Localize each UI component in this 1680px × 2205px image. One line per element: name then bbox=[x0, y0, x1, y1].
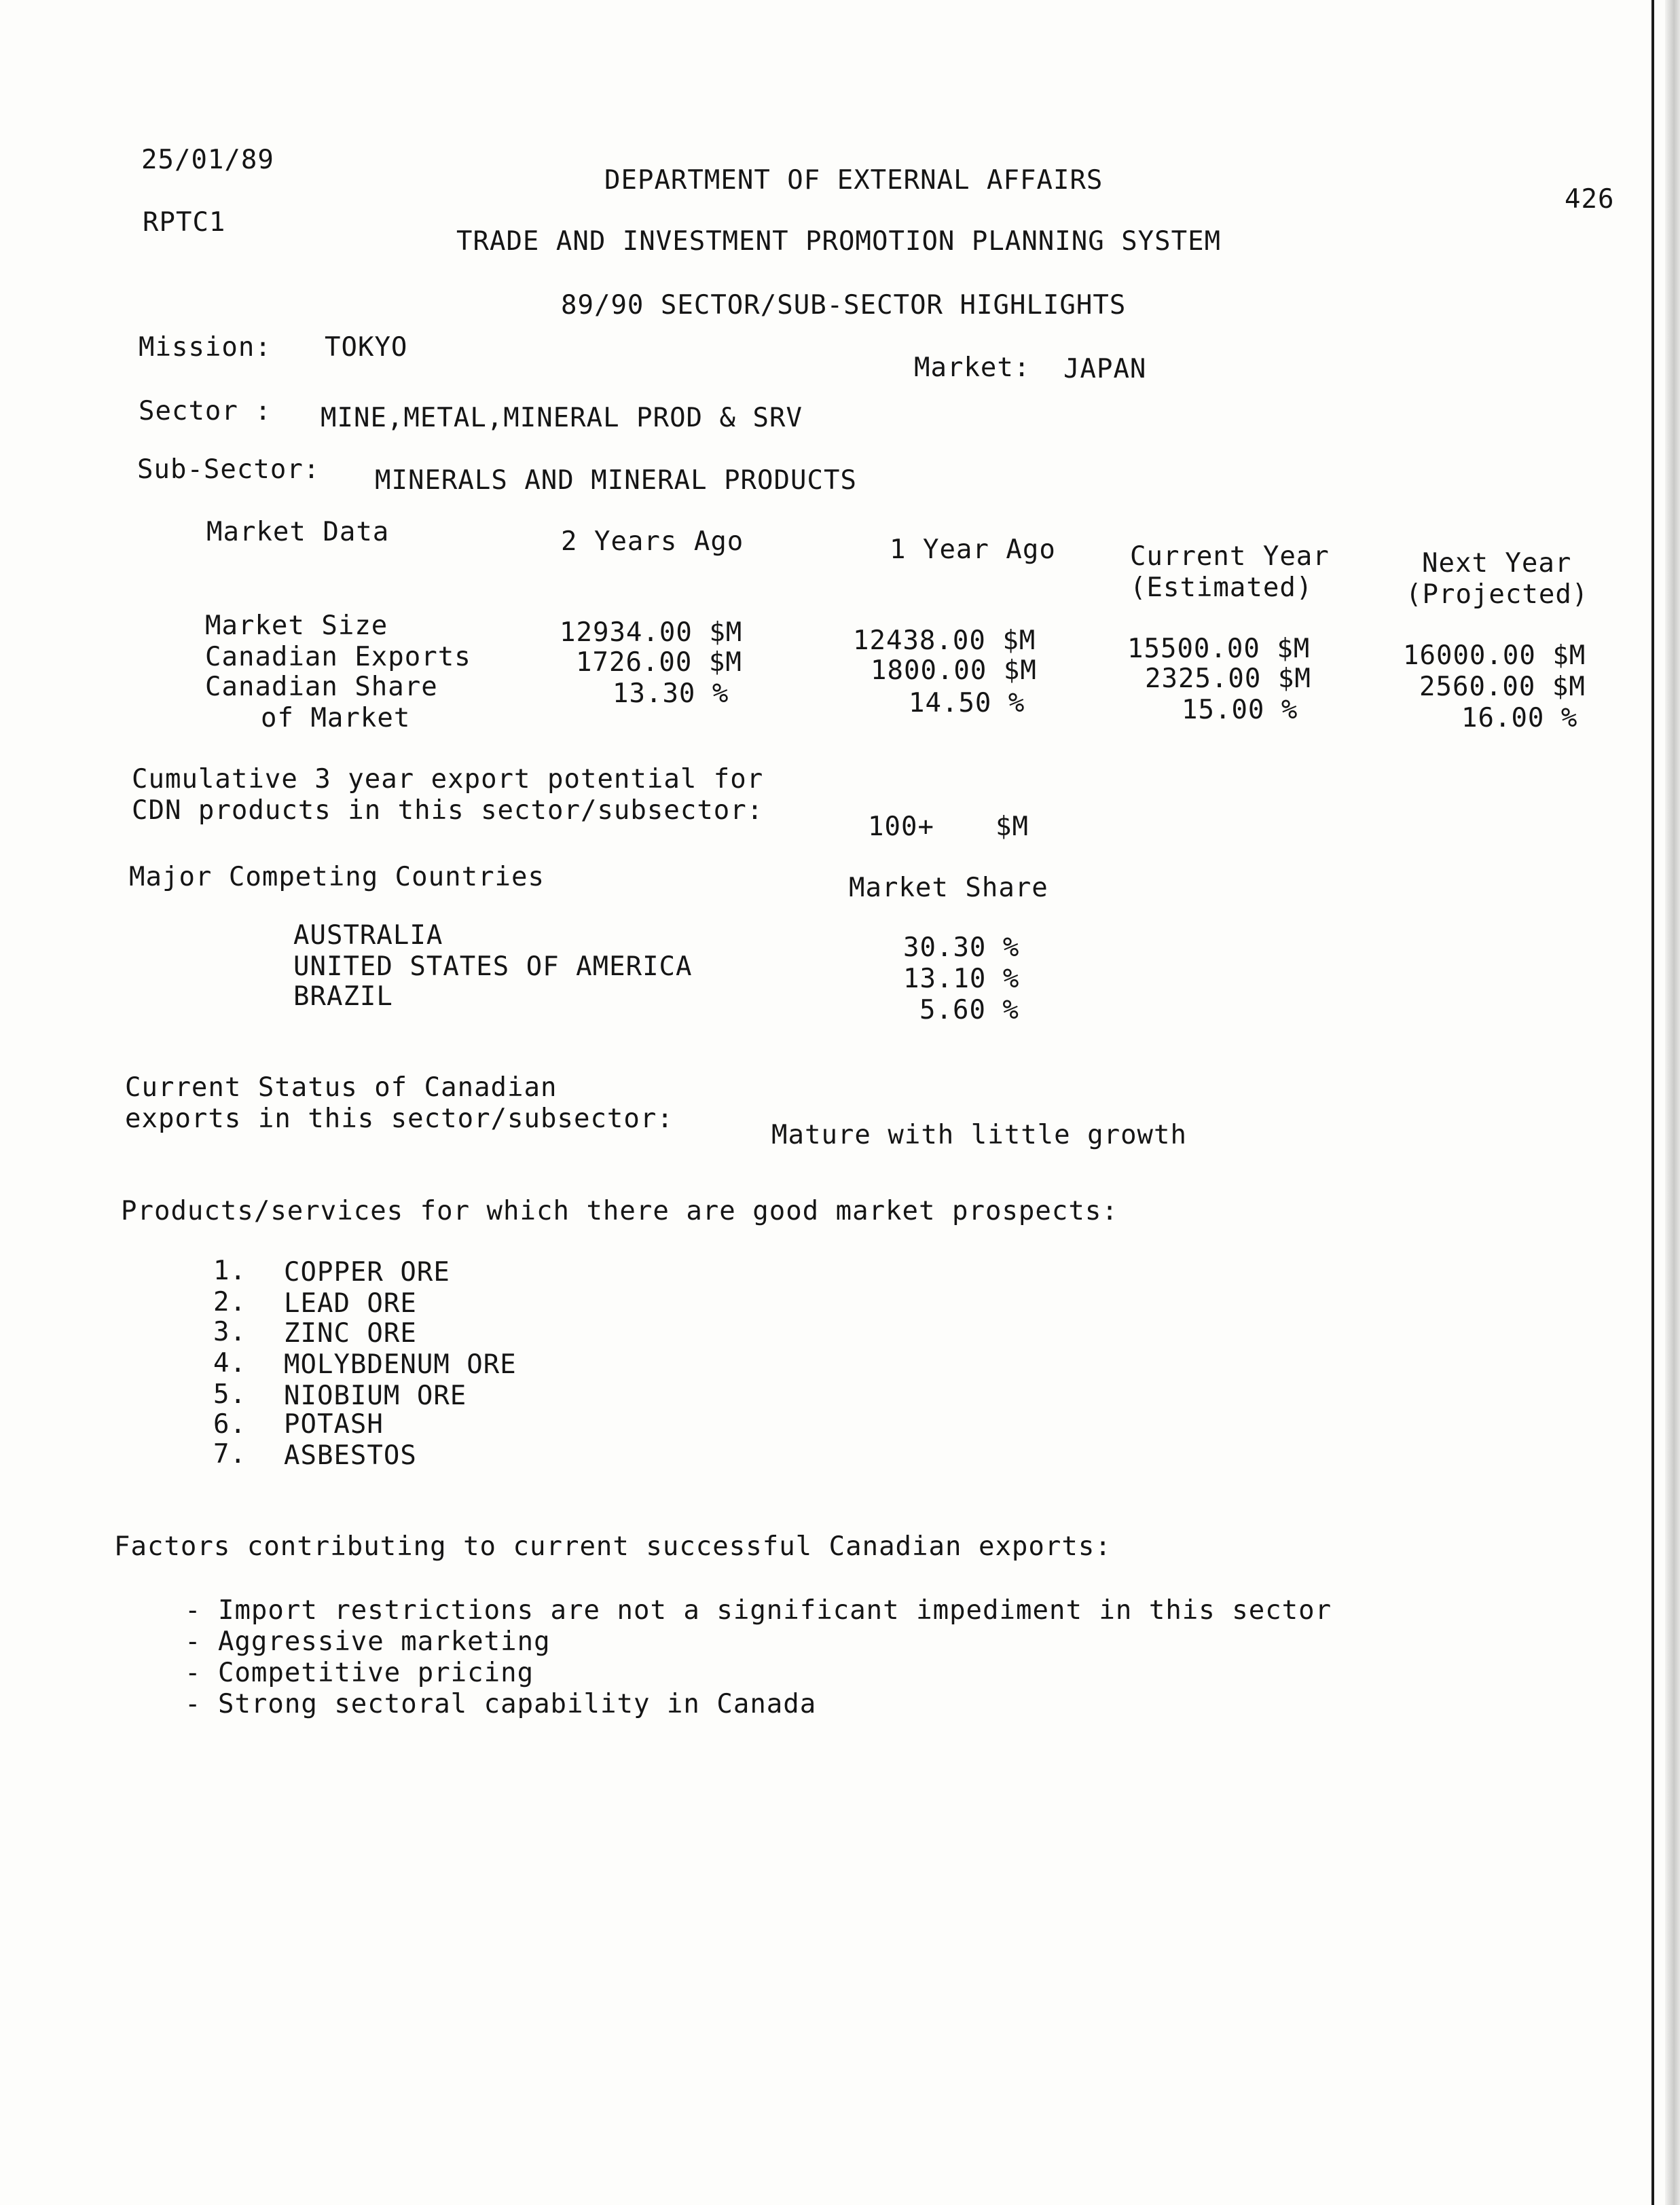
competitor-share: 5.60 % bbox=[919, 995, 1019, 1025]
product-name: POTASH bbox=[284, 1409, 384, 1440]
competitors-heading: Major Competing Countries bbox=[129, 862, 545, 892]
sector-label: Sector : bbox=[139, 396, 272, 426]
product-number: 5. bbox=[213, 1379, 246, 1410]
row-label-of-market: of Market bbox=[261, 703, 411, 733]
product-number: 3. bbox=[213, 1317, 246, 1347]
product-number: 2. bbox=[213, 1287, 246, 1317]
page-number: 426 bbox=[1565, 184, 1615, 215]
report-code: RPTC1 bbox=[143, 207, 226, 238]
factor-item: - Competitive pricing bbox=[185, 1658, 534, 1688]
column-2-years-ago: 2 Years Ago bbox=[561, 526, 744, 557]
cell-market-size-1y: 12438.00 $M bbox=[853, 625, 1036, 656]
row-label-market-size: Market Size bbox=[205, 611, 388, 641]
market-label: Market: bbox=[914, 352, 1031, 383]
mission-label: Mission: bbox=[139, 332, 272, 363]
cell-market-size-current: 15500.00 $M bbox=[1127, 634, 1311, 664]
product-name: NIOBIUM ORE bbox=[284, 1381, 467, 1411]
factor-item: - Import restrictions are not a significant impediment in this sector bbox=[185, 1595, 1332, 1626]
potential-unit: $M bbox=[996, 812, 1029, 842]
competitor-country: BRAZIL bbox=[293, 981, 393, 1012]
product-number: 6. bbox=[213, 1409, 246, 1440]
potential-line-1: Cumulative 3 year export potential for bbox=[132, 764, 764, 795]
column-next-projected: (Projected) bbox=[1406, 579, 1589, 610]
mission-value: TOKYO bbox=[325, 332, 408, 363]
column-current-estimated: (Estimated) bbox=[1130, 572, 1313, 603]
products-heading: Products/services for which there are good market prospects: bbox=[121, 1196, 1118, 1226]
cell-share-2y: 13.30 % bbox=[613, 678, 729, 709]
market-value: JAPAN bbox=[1063, 354, 1147, 384]
cell-market-size-2y: 12934.00 $M bbox=[560, 617, 743, 648]
row-label-canadian-share: Canadian Share bbox=[205, 672, 438, 702]
cell-share-1y: 14.50 % bbox=[909, 688, 1025, 718]
competitor-share: 30.30 % bbox=[903, 932, 1020, 963]
potential-value: 100+ bbox=[868, 812, 934, 842]
cell-share-current: 15.00 % bbox=[1182, 695, 1298, 725]
factor-item: - Strong sectoral capability in Canada bbox=[185, 1689, 817, 1719]
status-line-2: exports in this sector/subsector: bbox=[125, 1104, 674, 1134]
cell-exports-1y: 1800.00 $M bbox=[871, 655, 1037, 686]
competitor-country: UNITED STATES OF AMERICA bbox=[293, 951, 693, 982]
cell-market-size-next: 16000.00 $M bbox=[1403, 640, 1586, 671]
status-value: Mature with little growth bbox=[771, 1120, 1187, 1150]
status-line-1: Current Status of Canadian bbox=[125, 1072, 558, 1103]
report-date: 25/01/89 bbox=[141, 145, 274, 175]
product-number: 4. bbox=[213, 1348, 246, 1379]
product-name: MOLYBDENUM ORE bbox=[284, 1349, 517, 1380]
system-title: TRADE AND INVESTMENT PROMOTION PLANNING SYSTEM bbox=[456, 226, 1222, 257]
competitor-share: 13.10 % bbox=[903, 964, 1020, 994]
row-label-canadian-exports: Canadian Exports bbox=[205, 642, 471, 672]
factor-item: - Aggressive marketing bbox=[185, 1626, 551, 1657]
product-name: LEAD ORE bbox=[284, 1288, 417, 1319]
product-number: 7. bbox=[213, 1439, 246, 1470]
product-name: COPPER ORE bbox=[284, 1257, 450, 1288]
sub-sector-value: MINERALS AND MINERAL PRODUCTS bbox=[375, 465, 857, 496]
product-number: 1. bbox=[213, 1256, 246, 1286]
competitor-country: AUSTRALIA bbox=[293, 920, 443, 951]
column-1-year-ago: 1 Year Ago bbox=[890, 534, 1056, 565]
page-edge-shadow bbox=[1665, 0, 1680, 2205]
product-name: ZINC ORE bbox=[284, 1318, 417, 1349]
column-next-year: Next Year bbox=[1422, 548, 1572, 579]
report-title: 89/90 SECTOR/SUB-SECTOR HIGHLIGHTS bbox=[561, 290, 1127, 321]
cell-exports-next: 2560.00 $M bbox=[1419, 672, 1586, 702]
cell-exports-current: 2325.00 $M bbox=[1145, 663, 1311, 694]
market-data-heading: Market Data bbox=[206, 517, 390, 547]
market-share-heading: Market Share bbox=[849, 873, 1048, 903]
product-name: ASBESTOS bbox=[284, 1440, 417, 1471]
sector-value: MINE,METAL,MINERAL PROD & SRV bbox=[321, 403, 803, 433]
factors-heading: Factors contributing to current successful Canadian exports: bbox=[114, 1531, 1112, 1562]
column-current-year: Current Year bbox=[1130, 541, 1330, 572]
potential-line-2: CDN products in this sector/subsector: bbox=[132, 795, 764, 826]
cell-share-next: 16.00 % bbox=[1461, 703, 1578, 733]
cell-exports-2y: 1726.00 $M bbox=[576, 647, 742, 678]
sub-sector-label: Sub-Sector: bbox=[137, 454, 321, 485]
page-edge-line bbox=[1651, 0, 1654, 2205]
department-title: DEPARTMENT OF EXTERNAL AFFAIRS bbox=[604, 165, 1103, 196]
